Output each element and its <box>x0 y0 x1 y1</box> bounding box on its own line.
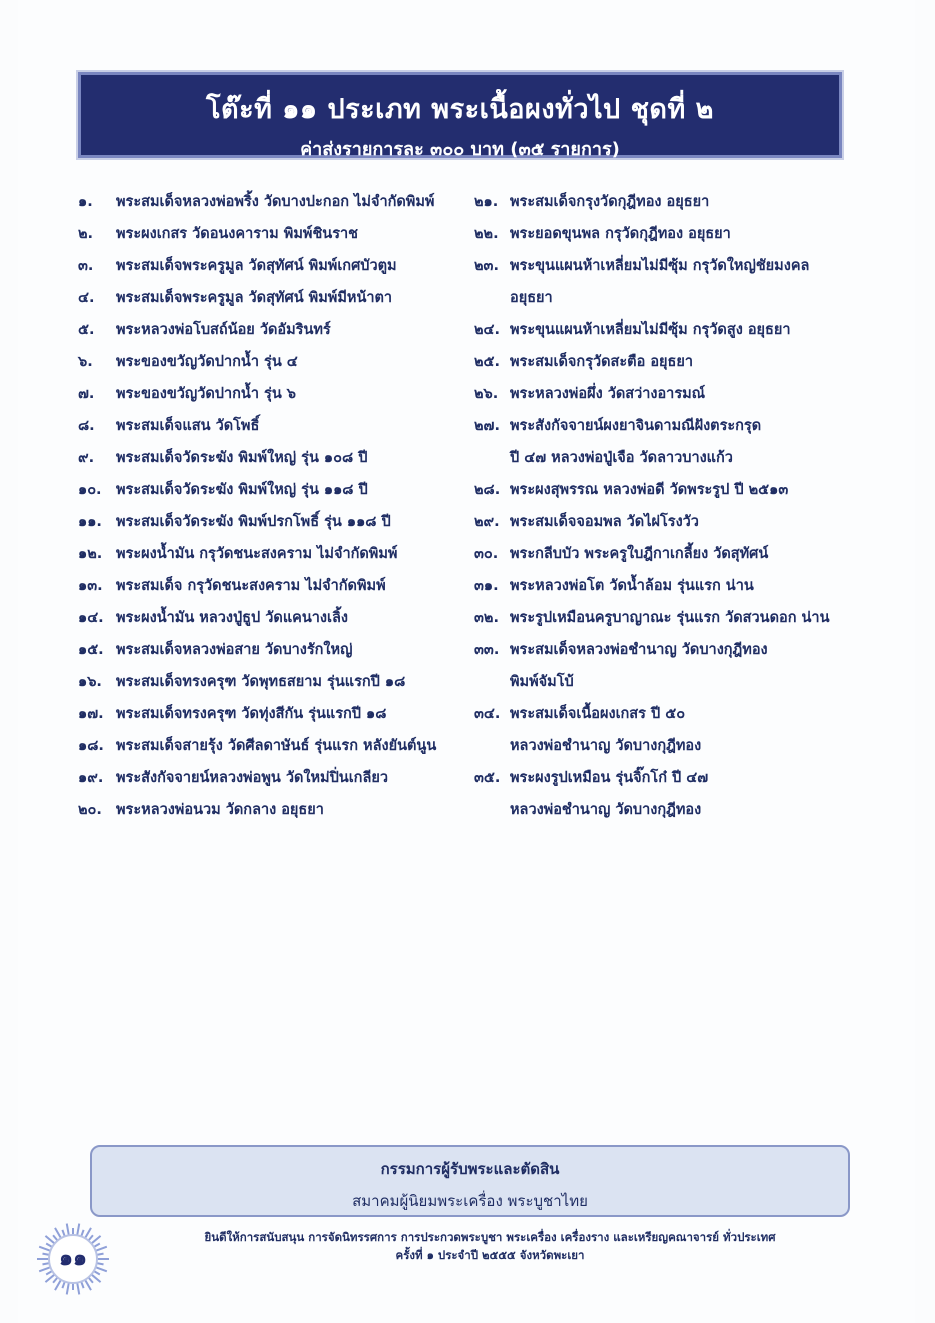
list-item <box>78 698 470 730</box>
item-text-line: พิมพ์จัมโบ้ <box>510 674 574 690</box>
item-text-line: พระสมเด็จวัดระฆัง พิมพ์ปรกโพธิ์ รุ่น ๑๑๘ ปี <box>116 514 391 530</box>
item-text <box>116 506 470 538</box>
item-text <box>116 602 470 634</box>
item-text <box>510 250 884 314</box>
list-item <box>78 474 470 506</box>
item-number: ๔. <box>78 290 95 306</box>
item-text <box>510 570 884 602</box>
item-text-line: พระหลวงพ่อโบสถ์น้อย วัดอัมรินทร์ <box>116 322 331 338</box>
item-number: ๒๓. <box>474 258 499 274</box>
item-text <box>116 186 470 218</box>
list-item <box>474 218 884 250</box>
item-number: ๗. <box>78 386 95 402</box>
list-item <box>78 442 470 474</box>
item-text-line: พระสมเด็จหลวงพ่อสาย วัดบางรักใหญ่ <box>116 642 353 658</box>
item-text <box>510 538 884 570</box>
item-text-line: พระสมเด็จสายรุ้ง วัดศีลดาษันธ์ รุ่นแรก หลังยันต์นูน <box>116 738 437 754</box>
item-text <box>116 410 470 442</box>
item-text-line: พระสมเด็จหลวงพ่อชำนาญ วัดบางกุฎีทอง <box>510 642 768 658</box>
item-number: ๓๕. <box>474 770 501 786</box>
item-text <box>510 602 884 634</box>
item-text-line: พระสมเด็จเนื้อผงเกสร ปี ๕๐ <box>510 706 686 722</box>
list-item <box>78 634 470 666</box>
item-number: ๑. <box>78 194 93 210</box>
item-text <box>510 218 884 250</box>
item-text <box>116 666 470 698</box>
item-text <box>510 634 884 698</box>
item-text <box>510 698 884 762</box>
item-number: ๒๔. <box>474 322 501 338</box>
committee-title: กรรมการผู้รับพระและตัดสิน <box>380 1160 560 1178</box>
item-text-line: อยุธยา <box>510 290 553 306</box>
list-item <box>474 314 884 346</box>
item-text-line: พระสมเด็จกรุวัดสะตือ อยุธยา <box>510 354 694 370</box>
item-text <box>116 218 470 250</box>
list-item <box>474 346 884 378</box>
item-number: ๑๒. <box>78 546 103 562</box>
item-number: ๒๗. <box>474 418 500 434</box>
item-text-line: พระสมเด็จ กรุวัดชนะสงคราม ไม่จำกัดพิมพ์ <box>116 578 386 594</box>
item-text <box>510 410 884 474</box>
item-text <box>510 186 884 218</box>
page-number: ๑๑ <box>59 1246 87 1271</box>
item-text <box>116 474 470 506</box>
item-text-line: พระผงน้ำมัน กรุวัดชนะสงคราม ไม่จำกัดพิมพ์ <box>116 546 398 562</box>
list-item <box>78 730 470 762</box>
item-text-line: พระผงรูปเหมือน รุ่นจิ๊กโก๋ ปี ๔๗ <box>510 770 709 786</box>
item-number: ๓๓. <box>474 642 500 658</box>
item-number: ๘. <box>78 418 95 434</box>
item-text-line: พระสมเด็จวัดระฆัง พิมพ์ใหญ่ รุ่น ๑๑๘ ปี <box>116 482 368 498</box>
item-number: ๑๓. <box>78 578 103 594</box>
item-number: ๓. <box>78 258 94 274</box>
item-text-line: พระสมเด็จทรงครุฑ วัดพุทธสยาม รุ่นแรกปี ๑๘ <box>116 674 406 690</box>
title-banner <box>78 72 842 158</box>
item-number: ๙. <box>78 450 95 466</box>
association-name: สมาคมผู้นิยมพระเครื่อง พระบูชาไทย <box>352 1192 588 1210</box>
item-text <box>116 730 470 762</box>
list-item <box>474 602 884 634</box>
item-text <box>116 346 470 378</box>
right-item-list <box>474 186 884 826</box>
item-text <box>116 378 470 410</box>
item-text <box>116 794 470 826</box>
item-text <box>116 442 470 474</box>
item-text-line: พระสมเด็จพระครูมูล วัดสุทัศน์ พิมพ์เกศบัวตูม <box>116 258 397 274</box>
list-item <box>474 474 884 506</box>
list-item <box>474 762 884 826</box>
item-number: ๓๐. <box>474 546 499 562</box>
item-text-line: พระของขวัญวัดปากน้ำ รุ่น ๔ <box>116 354 298 370</box>
item-text <box>116 538 470 570</box>
list-item <box>474 410 884 474</box>
list-item <box>78 250 470 282</box>
item-text-line: พระขุนแผนห้าเหลี่ยมไม่มีซุ้ม กรุวัดสูง อยุธยา <box>510 322 791 338</box>
page-number-badge <box>36 1222 110 1296</box>
item-text-line: พระขุนแผนห้าเหลี่ยมไม่มีซุ้ม กรุวัดใหญ่ชัยมงคล <box>510 258 810 274</box>
list-item <box>78 762 470 794</box>
list-item <box>474 538 884 570</box>
item-number: ๒๖. <box>474 386 499 402</box>
item-text <box>510 762 884 826</box>
item-text-line: พระสมเด็จแสน วัดโพธิ์ <box>116 418 260 434</box>
item-number: ๒๘. <box>474 482 501 498</box>
list-item <box>78 186 470 218</box>
item-number: ๒. <box>78 226 94 242</box>
item-text-line: พระหลวงพ่อนวม วัดกลาง อยุธยา <box>116 802 324 818</box>
list-item <box>78 666 470 698</box>
footnote-line-2: ครั้งที่ ๑ ประจำปี ๒๕๕๕ จังหวัดพะเยา <box>395 1248 585 1262</box>
item-text-line: ปี ๔๗ หลวงพ่อปู่เจือ วัดลาวบางแก้ว <box>510 450 733 466</box>
page-subtitle: ค่าส่งรายการละ ๓๐๐ บาท (๓๕ รายการ) <box>300 139 620 160</box>
item-text <box>510 378 884 410</box>
item-number: ๒๕. <box>474 354 501 370</box>
item-text <box>116 634 470 666</box>
item-number: ๓๒. <box>474 610 499 626</box>
list-item <box>78 314 470 346</box>
list-item <box>78 282 470 314</box>
left-item-list <box>78 186 470 826</box>
item-number: ๓๔. <box>474 706 501 722</box>
item-text-line: พระสมเด็จทรงครุฑ วัดทุ่งสีกัน รุ่นแรกปี ๑๘ <box>116 706 387 722</box>
page-title: โต๊ะที่ ๑๑ ประเภท พระเนื้อผงทั่วไป ชุดที่ ๒ <box>206 94 714 125</box>
item-text <box>510 314 884 346</box>
item-number: ๖. <box>78 354 93 370</box>
list-item <box>474 378 884 410</box>
item-text-line: พระสมเด็จวัดระฆัง พิมพ์ใหญ่ รุ่น ๑๐๘ ปี <box>116 450 368 466</box>
item-text <box>510 346 884 378</box>
item-number: ๕. <box>78 322 95 338</box>
list-item <box>78 538 470 570</box>
list-item <box>474 506 884 538</box>
item-text-line: พระหลวงพ่อโต วัดน้ำล้อม รุ่นแรก น่าน <box>510 578 754 594</box>
item-text <box>116 762 470 794</box>
item-text-line: พระสมเด็จกรุงวัดกุฎีทอง อยุธยา <box>510 194 710 210</box>
item-text-line: พระของขวัญวัดปากน้ำ รุ่น ๖ <box>116 386 296 402</box>
item-text-line: พระรูปเหมือนครูบาญาณะ รุ่นแรก วัดสวนดอก น่าน <box>510 610 830 626</box>
item-number: ๒๙. <box>474 514 500 530</box>
item-number: ๒๑. <box>474 194 499 210</box>
list-item <box>474 698 884 762</box>
item-text-line: พระยอดขุนพล กรุวัดกุฎีทอง อยุธยา <box>510 226 731 242</box>
item-number: ๑๕. <box>78 642 104 658</box>
list-item <box>78 218 470 250</box>
list-item <box>474 570 884 602</box>
list-item <box>78 378 470 410</box>
list-item <box>474 634 884 698</box>
item-number: ๑๙. <box>78 770 104 786</box>
item-text <box>116 282 470 314</box>
item-text <box>510 474 884 506</box>
item-text <box>116 698 470 730</box>
item-text-line: พระสังกัจจายน์หลวงพ่อพูน วัดใหม่ปิ่นเกลียว <box>116 770 388 786</box>
list-item <box>78 346 470 378</box>
item-text-line: พระผงน้ำมัน หลวงปู่ธูป วัดแคนางเลิ้ง <box>116 610 348 626</box>
list-item <box>474 186 884 218</box>
list-item <box>474 250 884 314</box>
item-text <box>116 570 470 602</box>
list-item <box>78 506 470 538</box>
item-text-line: พระสังกัจจายน์ผงยาจินดามณีฝังตระกรุด <box>510 418 762 434</box>
item-text-line: พระหลวงพ่อผึ่ง วัดสว่างอารมณ์ <box>510 386 706 402</box>
item-number: ๑๗. <box>78 706 104 722</box>
list-item <box>78 602 470 634</box>
committee-box <box>90 1145 850 1217</box>
item-text-line: พระสมเด็จพระครูมูล วัดสุทัศน์ พิมพ์มีหน้าตา <box>116 290 393 306</box>
list-item <box>78 570 470 602</box>
item-number: ๓๑. <box>474 578 499 594</box>
item-text-line: หลวงพ่อชำนาญ วัดบางกุฎีทอง <box>510 802 702 818</box>
item-text-line: หลวงพ่อชำนาญ วัดบางกุฎีทอง <box>510 738 702 754</box>
item-text-line: พระสมเด็จหลวงพ่อพริ้ง วัดบางปะกอก ไม่จำกัดพิมพ์ <box>116 194 435 210</box>
list-item <box>78 410 470 442</box>
item-text <box>116 250 470 282</box>
item-number: ๒๒. <box>474 226 499 242</box>
item-number: ๑๖. <box>78 674 102 690</box>
item-number: ๑๔. <box>78 610 104 626</box>
item-number: ๒๐. <box>78 802 102 818</box>
footnote <box>140 1228 840 1264</box>
item-text-line: พระผงเกสร วัดอนงคาราม พิมพ์ชินราช <box>116 226 358 242</box>
item-text-line: พระสมเด็จจอมพล วัดไผ่โรงวัว <box>510 514 699 530</box>
footnote-line-1: ยินดีให้การสนับสนุน การจัดนิทรรศการ การประกวดพระบูชา พระเครื่อง เครื่องราง และเหรียญคณาจารย์ ทั่วประเทศ <box>204 1230 776 1244</box>
item-text <box>510 506 884 538</box>
item-text-line: พระผงสุพรรณ หลวงพ่อดี วัดพระรูป ปี ๒๕๑๓ <box>510 482 789 498</box>
item-text <box>116 314 470 346</box>
item-number: ๑๘. <box>78 738 104 754</box>
item-number: ๑๑. <box>78 514 102 530</box>
item-text-line: พระกลีบบัว พระครูใบฎีกาเกลี้ยง วัดสุทัศน์ <box>510 546 769 562</box>
list-item <box>78 794 470 826</box>
item-number: ๑๐. <box>78 482 102 498</box>
